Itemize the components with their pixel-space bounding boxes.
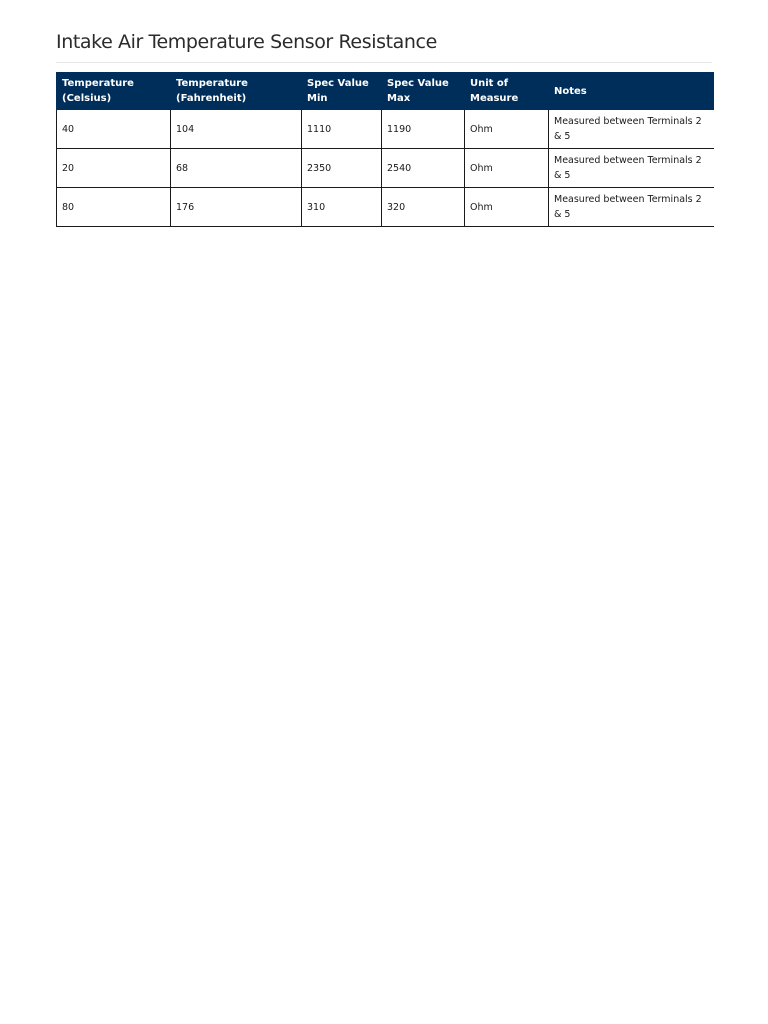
cell-unit-of-measure: Ohm (465, 188, 549, 227)
table-row (57, 149, 714, 188)
cell-temperature-celsius: 80 (57, 188, 171, 227)
header-notes: Notes (549, 73, 714, 110)
cell-spec-value-max: 2540 (382, 149, 465, 188)
cell-spec-value-max: 320 (382, 188, 465, 227)
cell-notes: Measured between Terminals 2 & 5 (549, 188, 714, 227)
cell-spec-value-min: 310 (302, 188, 382, 227)
header-spec-value-max: Spec Value Max (382, 73, 465, 110)
cell-unit-of-measure: Ohm (465, 110, 549, 149)
page-title: Intake Air Temperature Sensor Resistance (56, 31, 437, 53)
cell-temperature-fahrenheit: 104 (171, 110, 302, 149)
header-spec-value-min: Spec Value Min (302, 73, 382, 110)
header-unit-of-measure: Unit of Measure (465, 73, 549, 110)
table-row (57, 188, 714, 227)
cell-unit-of-measure: Ohm (465, 149, 549, 188)
cell-spec-value-min: 2350 (302, 149, 382, 188)
header-temperature-celsius: Temperature (Celsius) (57, 73, 171, 110)
header-temperature-fahrenheit: Temperature (Fahrenheit) (171, 73, 302, 110)
cell-temperature-fahrenheit: 68 (171, 149, 302, 188)
cell-temperature-celsius: 40 (57, 110, 171, 149)
cell-temperature-celsius: 20 (57, 149, 171, 188)
title-divider (56, 62, 712, 63)
cell-temperature-fahrenheit: 176 (171, 188, 302, 227)
table-row (57, 110, 714, 149)
cell-spec-value-min: 1110 (302, 110, 382, 149)
table-header-row (57, 73, 714, 110)
cell-notes: Measured between Terminals 2 & 5 (549, 149, 714, 188)
cell-spec-value-max: 1190 (382, 110, 465, 149)
resistance-spec-table (56, 72, 714, 227)
cell-notes: Measured between Terminals 2 & 5 (549, 110, 714, 149)
